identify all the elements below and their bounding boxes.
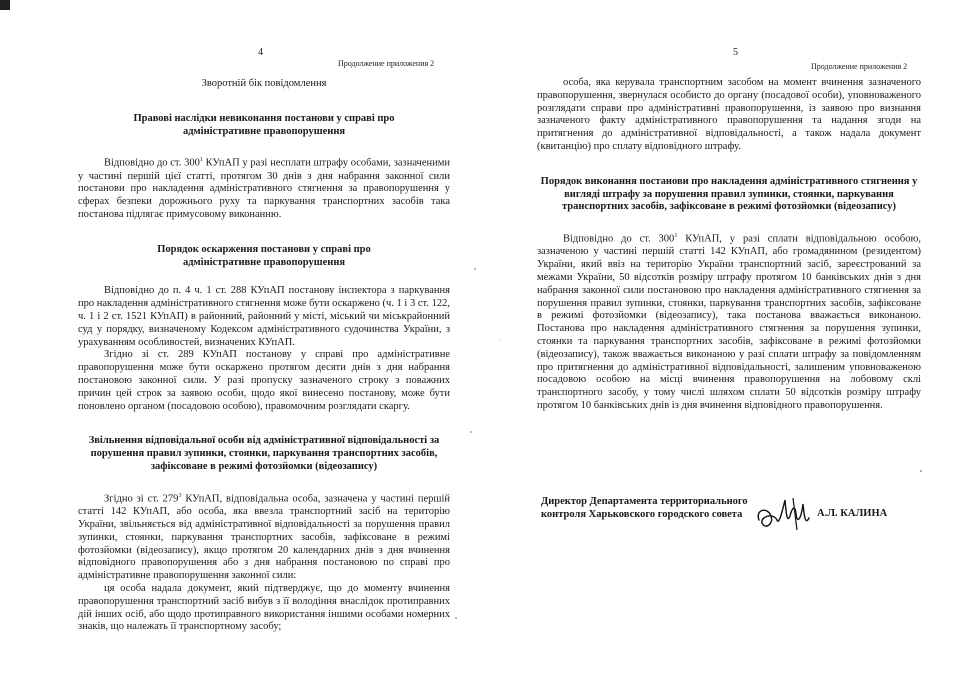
scan-speck — [455, 617, 457, 619]
section-paragraph: Відповідно до ст. $300^1$ КУпАП, у разі сплати відповідальною особою, зазначеною у частині першій статті 142 КУпАП, або громадянином (резидентом) України, який ввіз на територію України транспортний засіб, зареєстрований за межами України, 50 відсотків розміру штрафу протягом 10 банківських днів з дня набрання законної сили постановою про накладення адміністративного стягнення за порушення правил зупинки, стоянки, паркування транспортних засобів, зафіксоване в режимі фотозйомки (відеозапису), така постанова вважається виконаною. Постанова про накладення адміністративного стягнення за порушення зупинки, стоянки та паркування транспортних засобів, зафіксоване в режимі фотозйомки (відеозапису), також вважається виконаною у разі сплати штрафу за повідомленням про притягнення до адміністративної відповідальності, залишеним уповноваженою посадовою особою на місці вчинення правопорушення на лобовому склі транспортного засобу, у тому числі шляхом сплати 50 відсотків розміру штрафу протягом 10 банківських днів із дня вчинення відповідного правопорушення. — [537, 233, 921, 412]
section-paragraph: особа, яка керувала транспортним засобом на момент вчинення зазначеного правопорушення, звернулася особисто до органу (посадової особи), уповноваженого розглядати справи про адміністративні правопорушення, із заявою про визнання зазначеного факту адміністративного правопорушення та надання згоди на притягнення до адміністративної відповідальності, а також надала документ (квитанцію) про сплату відповідного штрафу. — [537, 77, 921, 152]
signature-block — [541, 490, 946, 540]
handwritten-signature — [753, 490, 823, 538]
scan-speck — [500, 340, 501, 341]
section-title: Порядок виконання постанови про накладення адміністративного стягнення у вигляді штрафу за порушення правил зупинки, стоянки, паркування транспортних засобів, зафіксоване в режимі фотозйомки (відеозапису) — [540, 175, 918, 213]
continuation-label: Продолжение приложения 2 — [338, 59, 435, 68]
signatory-name: А.Л. КАЛИНА — [817, 508, 888, 519]
scan-speck — [470, 431, 472, 433]
section-title: Звільнення відповідальної особи від адміністративної відповідальності за порушення правил зупинки, стоянки, паркування транспортних засобів, зафіксоване в режимі фотозйомки (відеозапису) — [88, 435, 440, 473]
page-number: 4 — [258, 47, 263, 58]
section-paragraph: Згідно зі ст. $279^3$ КУпАП, відповідальна особа, зазначена у частині першій статті 142 КУпАП, або особа, яка ввезла транспортний засіб на територію України, звільняється від адміністративної відповідальності за порушення правил зупинки, стоянки, паркування транспортних засобів, зафіксоване в режимі фотозйомки (відеозапису), якщо протягом 20 календарних днів з дня вчинення відповідного правопорушення або з дня набрання постановою по справі про адміністративне правопорушення законної сили: — [78, 492, 450, 582]
continuation-label: Продолжение приложения 2 — [811, 62, 908, 71]
section-paragraph: Відповідно до ст. $300^1$ КУпАП у разі несплати штрафу особами, зазначеними у частині першій цієї статті, протягом 30 днів з дня набрання законної сили постанови про накладення адміністративного стягнення за правопорушення у сферах безпеки дорожнього руху та паркування транспортних засобів така постанова підлягає примусовому виконанню. — [78, 157, 450, 221]
section-paragraph: Відповідно до п. 4 ч. 1 ст. 288 КУпАП постанову інспектора з паркування про накладення адміністративного стягнення може бути оскаржено (ч. 1 і 3 ст. 122, ч. 1 і 2 ст. 1521 КУпАП) в районний, районний у місті, міський чи міськрайонний суд у порядку, визначеному Кодексом адміністративного судочинства України, з урахуванням особливостей, визначених КУпАП. — [78, 285, 450, 348]
page-number: 5 — [733, 47, 738, 58]
section-title: Правові наслідки невиконання постанови у справі про адміністративне правопорушення — [133, 112, 395, 137]
section-paragraph: ця особа надала документ, який підтверджує, що до моменту вчинення правопорушення транспортний засіб вибув з її володіння внаслідок протиправних дій інших осіб, або щодо протиправного використання іншими особами номерних знаків, що належать її транспортному засобу; — [78, 582, 450, 633]
section-paragraph: Згідно зі ст. 289 КУпАП постанову у справі про адміністративне правопорушення може бути оскаржено протягом десяти днів з дня набрання постановою законної сили. У разі пропуску зазначеного строку з поважних причин цей строк за заявою особи, щодо якої винесено постанову, може бути поновлено органом (посадовою особою), правомочним розглядати скаргу. — [78, 349, 450, 412]
scan-speck — [920, 470, 922, 472]
right-column — [537, 77, 921, 413]
page-heading: Зворотній бік повідомлення — [201, 78, 327, 89]
section-title: Порядок оскарження постанови у справі про адміністративне правопорушення — [157, 243, 371, 268]
scan-speck — [474, 268, 476, 270]
signatory-title: Директор Департамента территориального контроля Харьковского городского совета — [541, 496, 748, 520]
left-column — [78, 78, 450, 634]
